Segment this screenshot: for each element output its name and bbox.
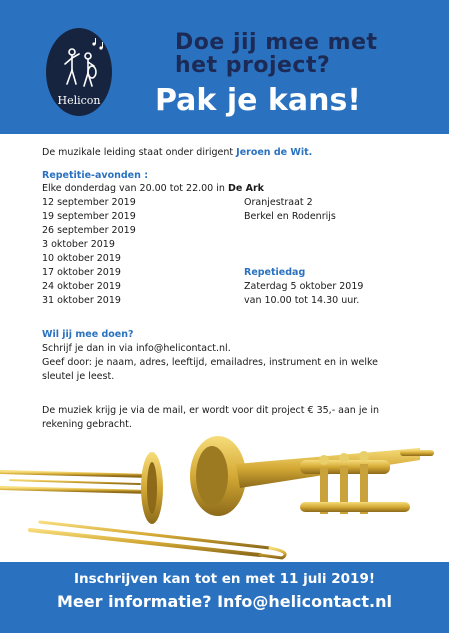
rehearsal-day-heading: Repetiedag bbox=[244, 267, 306, 278]
fee-line2: rekening gebracht. bbox=[42, 419, 132, 430]
fee-line1: De muziek krijg je via de mail, er wordt voor dit project € 35,- aan je in bbox=[42, 405, 379, 416]
list-item: 26 september 2019 bbox=[42, 225, 136, 236]
venue-city: Berkel en Rodenrijs bbox=[244, 211, 336, 222]
signup-heading: Wil jij mee doen? bbox=[42, 329, 134, 340]
list-item: 3 oktober 2019 bbox=[42, 239, 115, 250]
footer-deadline: Inschrijven kan tot en met 11 juli 2019! bbox=[74, 571, 375, 587]
trumpet-image bbox=[190, 436, 434, 516]
header-banner bbox=[0, 0, 449, 134]
rehearsals-schedule bbox=[42, 182, 264, 196]
list-item: 17 oktober 2019 bbox=[42, 267, 121, 278]
headline-line2: het project? bbox=[175, 53, 331, 78]
list-item: 24 oktober 2019 bbox=[42, 281, 121, 292]
list-item: 12 september 2019 bbox=[42, 197, 136, 208]
signup-section bbox=[42, 328, 378, 384]
helicon-logo bbox=[46, 28, 112, 116]
footer-contact: Meer informatie? Info@helicontact.nl bbox=[56, 592, 392, 611]
list-item: 19 september 2019 bbox=[42, 211, 136, 222]
schedule-text: Elke donderdag van 20.00 tot 22.00 in bbox=[42, 183, 225, 194]
instruments-image bbox=[0, 430, 449, 562]
headline-line1: Doe jij mee met bbox=[175, 30, 378, 55]
list-item: 10 oktober 2019 bbox=[42, 253, 121, 264]
rehearsal-dates-list bbox=[42, 196, 136, 308]
rehearsal-day-date: Zaterdag 5 oktober 2019 bbox=[244, 281, 364, 292]
venue-address bbox=[244, 196, 336, 224]
rehearsal-day bbox=[244, 266, 363, 308]
rehearsals-heading: Repetitie-avonden : bbox=[42, 170, 148, 181]
conductor-name: Jeroen de Wit. bbox=[236, 147, 313, 158]
venue-name: De Ark bbox=[227, 183, 264, 194]
logo-text: Helicon bbox=[57, 94, 101, 107]
intro-text bbox=[42, 146, 312, 160]
signup-line2: Geef door: je naam, adres, leeftijd, emailadres, instrument en in welke bbox=[42, 357, 378, 368]
venue-street: Oranjestraat 2 bbox=[244, 197, 313, 208]
rehearsal-day-time: van 10.00 tot 14.30 uur. bbox=[244, 295, 360, 306]
headline-big: Pak je kans! bbox=[155, 83, 361, 118]
intro-prefix: De muzikale leiding staat onder dirigent bbox=[42, 147, 237, 158]
signup-line1: Schrijf je dan in via info@helicontact.nl. bbox=[42, 343, 231, 354]
fee-section bbox=[42, 404, 379, 432]
list-item: 31 oktober 2019 bbox=[42, 295, 121, 306]
signup-line3: sleutel je leest. bbox=[42, 371, 115, 382]
footer-banner bbox=[0, 562, 449, 633]
